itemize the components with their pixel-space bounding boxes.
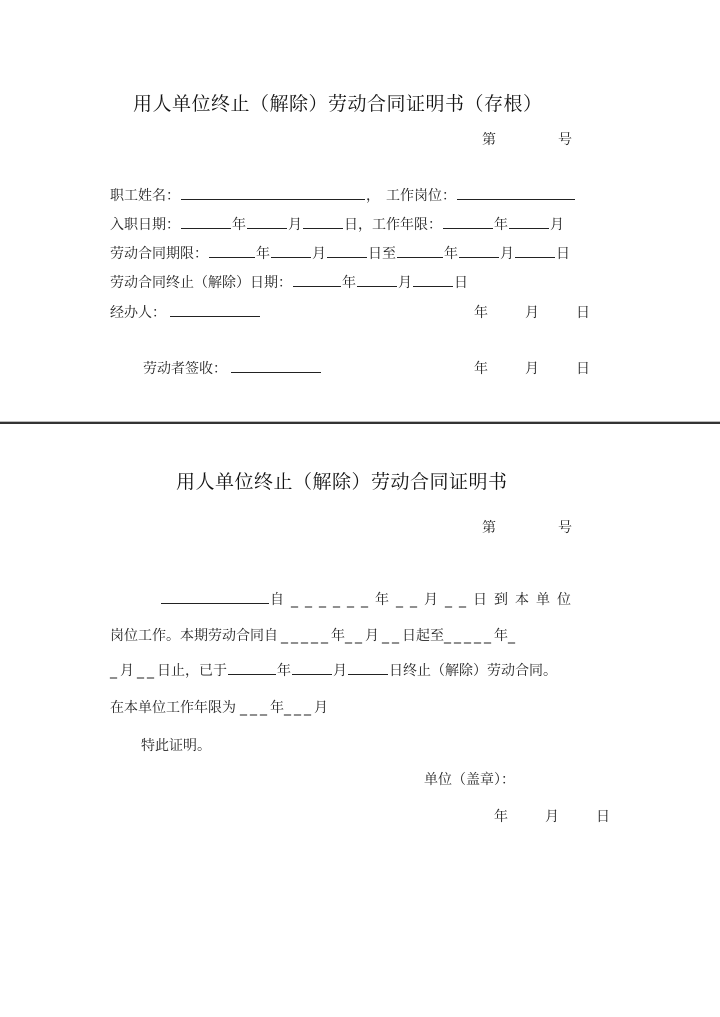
- contract-start-year-blank[interactable]: _____: [281, 628, 331, 644]
- month-label: 月: [288, 217, 302, 233]
- year-label: 年: [444, 246, 458, 262]
- tenure-years-blank[interactable]: ___: [240, 700, 270, 716]
- worker-signature-field[interactable]: [231, 358, 321, 373]
- certificate-date-month: 月: [545, 809, 559, 825]
- certificate-title: 用人单位终止（解除）劳动合同证明书: [176, 471, 508, 493]
- year-label: 年: [494, 628, 508, 644]
- worker-receipt-label: 劳动者签收：: [143, 361, 227, 377]
- period-end-day-field[interactable]: [515, 243, 555, 258]
- handler-date-year: 年: [474, 305, 488, 321]
- month-label: 月: [333, 663, 347, 679]
- month-label: 月: [314, 700, 328, 716]
- certificate-line-3: [110, 660, 557, 680]
- month-label: 月: [550, 217, 564, 233]
- day-to-label: 日至: [368, 246, 396, 262]
- year-label: 年: [375, 592, 396, 608]
- month-label: 月: [365, 628, 379, 644]
- day-label: 日: [454, 275, 468, 291]
- month-label: 月: [424, 592, 445, 608]
- terminated-month-field[interactable]: [292, 660, 332, 675]
- day-label: 日: [556, 246, 570, 262]
- handler-date-month: 月: [525, 305, 539, 321]
- certificate-line-2: [110, 625, 518, 645]
- certificate-date-day: 日: [596, 809, 610, 825]
- start-day-blank[interactable]: __: [445, 592, 473, 608]
- month-label: 月: [500, 246, 514, 262]
- handler-field[interactable]: [170, 302, 260, 317]
- certify-text: 特此证明。: [141, 738, 211, 754]
- termination-date-label: 劳动合同终止（解除）日期：: [110, 275, 292, 291]
- certificate-line-4: [110, 697, 328, 717]
- period-end-year-field[interactable]: [397, 243, 443, 258]
- employee-name-field[interactable]: [161, 589, 269, 604]
- start-year-blank[interactable]: ______: [291, 592, 375, 608]
- termination-month-field[interactable]: [357, 272, 397, 287]
- certificate-number-suffix: 号: [558, 520, 572, 536]
- stub-number-suffix: 号: [558, 132, 572, 148]
- stub-number-prefix: 第: [482, 132, 496, 148]
- line1-end-text: 日到本单位: [473, 592, 578, 608]
- handler-label: 经办人：: [110, 305, 166, 321]
- period-start-month-field[interactable]: [271, 243, 311, 258]
- certificate-line-1: [160, 589, 578, 609]
- month-label: 月: [398, 275, 412, 291]
- stub-row-name-position: [110, 185, 576, 205]
- line4-start-text: 在本单位工作年限为: [110, 700, 236, 716]
- termination-year-field[interactable]: [293, 272, 341, 287]
- contract-period-label: 劳动合同期限：: [110, 246, 208, 262]
- line2-start-text: 岗位工作。本期劳动合同自: [110, 628, 278, 644]
- receipt-date-year: 年: [474, 361, 488, 377]
- handler-date-day: 日: [576, 305, 590, 321]
- day-label: 日，: [344, 217, 372, 233]
- contract-end-year-blank[interactable]: _____: [444, 628, 494, 644]
- hire-month-field[interactable]: [247, 214, 287, 229]
- hire-day-field[interactable]: [303, 214, 343, 229]
- section-divider: [0, 421, 720, 424]
- contract-end-month-blank-cont[interactable]: _: [110, 663, 120, 679]
- start-month-blank[interactable]: __: [396, 592, 424, 608]
- year-label: 年: [494, 217, 508, 233]
- certificate-number-prefix: 第: [482, 520, 496, 536]
- month-label: 月: [312, 246, 326, 262]
- seal-label: 单位（盖章）：: [424, 772, 515, 788]
- terminated-year-field[interactable]: [228, 660, 276, 675]
- year-label: 年: [256, 246, 270, 262]
- stub-title: 用人单位终止（解除）劳动合同证明书（存根）: [133, 93, 543, 115]
- employee-name-field[interactable]: [181, 185, 365, 200]
- year-label: 年: [270, 700, 284, 716]
- day-end-text: 日止，已于: [157, 663, 227, 679]
- hire-date-label: 入职日期：: [110, 217, 180, 233]
- line3-end-text: 日终止（解除）劳动合同。: [389, 663, 557, 679]
- day-to-label: 日起至: [402, 628, 444, 644]
- month-label: 月: [120, 663, 134, 679]
- terminated-day-field[interactable]: [348, 660, 388, 675]
- stub-row-contract-period: [110, 243, 570, 263]
- period-start-year-field[interactable]: [209, 243, 255, 258]
- contract-start-day-blank[interactable]: __: [382, 628, 402, 644]
- hire-year-field[interactable]: [181, 214, 231, 229]
- stub-row-hire-date: [110, 214, 564, 234]
- contract-end-month-blank[interactable]: _: [508, 628, 518, 644]
- work-months-field[interactable]: [509, 214, 549, 229]
- position-field[interactable]: [457, 185, 575, 200]
- year-label: 年: [232, 217, 246, 233]
- contract-end-day-blank[interactable]: __: [137, 663, 157, 679]
- year-label: 年: [342, 275, 356, 291]
- comma: ，: [366, 188, 380, 204]
- period-start-day-field[interactable]: [327, 243, 367, 258]
- tenure-months-blank[interactable]: ___: [284, 700, 314, 716]
- stub-row-handler: [110, 302, 261, 322]
- contract-start-month-blank[interactable]: __: [345, 628, 365, 644]
- stub-row-worker-receipt: [143, 358, 322, 378]
- year-label: 年: [277, 663, 291, 679]
- position-label: 工作岗位：: [386, 188, 456, 204]
- work-years-field[interactable]: [443, 214, 493, 229]
- receipt-date-month: 月: [525, 361, 539, 377]
- stub-row-termination-date: [110, 272, 468, 292]
- work-years-label: 工作年限：: [372, 217, 442, 233]
- period-end-month-field[interactable]: [459, 243, 499, 258]
- certificate-date-year: 年: [494, 809, 508, 825]
- from-label: 自: [270, 592, 291, 608]
- employee-name-label: 职工姓名：: [110, 188, 180, 204]
- receipt-date-day: 日: [576, 361, 590, 377]
- year-label: 年: [331, 628, 345, 644]
- termination-day-field[interactable]: [413, 272, 453, 287]
